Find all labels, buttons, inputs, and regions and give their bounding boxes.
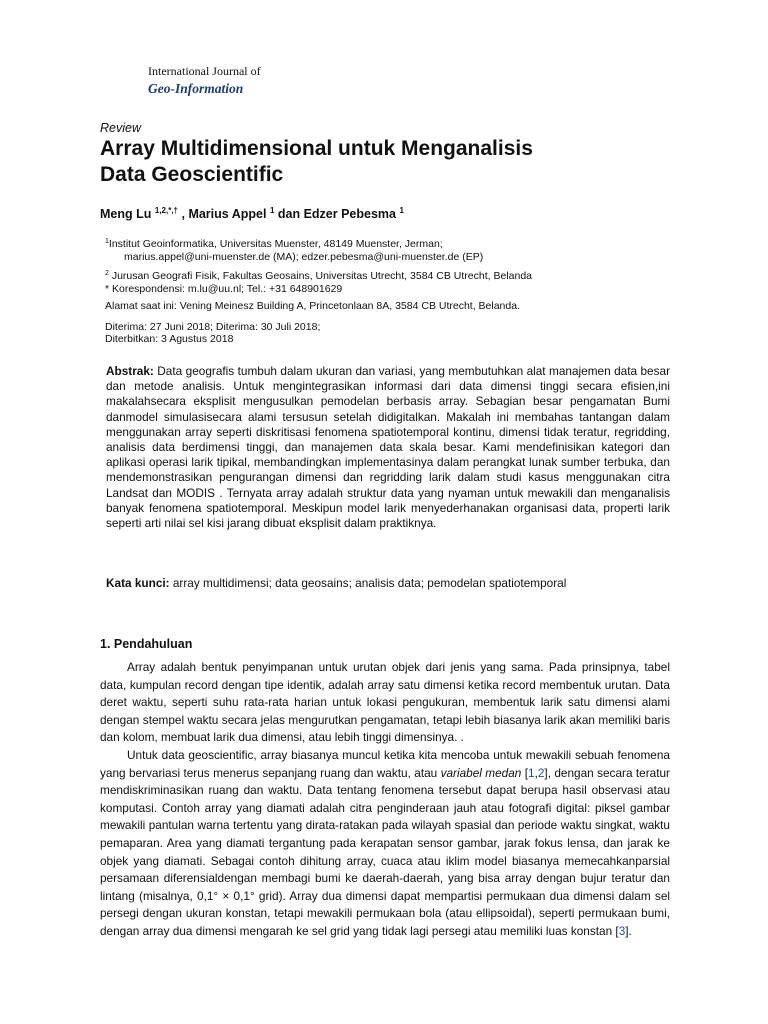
- author-separator-2: dan: [274, 207, 304, 221]
- paragraph-1: Array adalah bentuk penyimpanan untuk urutan objek dari jenis yang sama. Pada prinsipnya, tabel data, kumpulan record dengan tipe identik, adalah array satu dimensi ketika record membentuk urutan. Data deret waktu, seperti suhu rata-rata harian untuk lokasi pengukuran, membentuk larik satu dimensi alami dengan stempel waktu secara jelas mengurutkan pengamatan, tetapi lebih biasanya larik akan memiliki baris dan kolom, membuat larik dua dimensi, atau lebih tinggi dimensinya. .: [100, 660, 670, 745]
- journal-name-line2: Geo-Information: [148, 81, 244, 96]
- author-3: Edzer Pebesma: [303, 207, 396, 221]
- dates-received: Diterima: 27 Juni 2018; Diterima: 30 Juli 2018;: [105, 321, 321, 333]
- correspondence: * Korespondensi: m.lu@uu.nl; Tel.: +31 648901629: [105, 283, 343, 295]
- title-line-2: Data Geoscientific: [100, 163, 284, 186]
- paragraph-2-part-c: ,: [534, 765, 538, 780]
- section-heading-introduction: 1. Pendahuluan: [100, 637, 193, 651]
- author-list: [100, 206, 404, 221]
- author-3-affiliation-marks: 1: [399, 206, 404, 215]
- citation-link-3[interactable]: 3: [618, 923, 626, 938]
- affiliation-1-text: Institut Geoinformatika, Universitas Muenster, 48149 Muenster, Jerman;: [108, 238, 443, 250]
- affiliation-2-mark: 2: [105, 270, 109, 277]
- paragraph-2: [100, 747, 670, 941]
- paragraph-2-part-d: ], dengan secara teratur mendiskriminasikan ruang dan waktu. Data tentang fenomena tersebut dapat berupa hasil observasi atau komputasi. Contoh array yang diamati adalah citra penginderaan jauh atau fotografi digital: piksel gambar mewakili pantulan warna tertentu yang dirata-ratakan pada wilayah spasial dan periode waktu singkat, waktu pemaparan. Area yang diamati tergantung pada kerapatan sensor gambar, jarak fokus lensa, dan jarak ke objek yang diamati. Sebagai contoh dihitung array, cuaca atau iklim model biasanya memecahkanparsial persamaan diferensialdengan membagi bumi ke daerah-daerah, yang bisa array dengan bujur teratur dan lintang (misalnya, 0,1° × 0,1° grid). Array dua dimensi dapat mempartisi permukaan dua dimensi dalam sel persegi dengan ukuran konstan, tetapi mewakili permukaan bola (atau ellipsoidal), seperti permukaan bumi, dengan array dua dimensi mengarah ke sel grid yang tidak lagi persegi atau memiliki luas konstan [: [100, 765, 670, 938]
- dates-published: Diterbitkan: 3 Agustus 2018: [105, 333, 234, 345]
- citation-link-1[interactable]: 1: [528, 765, 535, 780]
- citation-link-2[interactable]: 2: [537, 765, 545, 780]
- journal-name-line1: International Journal of: [148, 64, 261, 78]
- abstract-label: Abstrak:: [106, 364, 154, 378]
- affiliation-2-text: Jurusan Geografi Fisik, Fakultas Geosains, Universitas Utrecht, 3584 CB Utrecht, Belanda: [108, 270, 533, 282]
- author-separator-1: ,: [178, 207, 189, 221]
- current-address: Alamat saat ini: Vening Meinesz Building A, Princetonlaan 8A, 3584 CB Utrecht, Belanda.: [105, 300, 520, 312]
- abstract: [106, 364, 670, 531]
- article-title: [100, 136, 660, 188]
- author-1-affiliation-marks: 1,2,*,†: [154, 206, 179, 215]
- body-text: [100, 659, 670, 941]
- italic-term: variabel medan: [440, 765, 522, 780]
- affiliation-1-mark: 1: [105, 238, 109, 245]
- keywords: [106, 576, 566, 590]
- keywords-label: Kata kunci:: [106, 576, 170, 590]
- journal-header: [148, 64, 261, 98]
- publication-dates: [105, 321, 320, 345]
- author-2: Marius Appel: [188, 207, 267, 221]
- affiliation-2: [105, 267, 532, 283]
- keywords-text: array multidimensi; data geosains; analisis data; pemodelan spatiotemporal: [169, 576, 567, 590]
- author-1: Meng Lu: [100, 207, 152, 221]
- affiliation-emails: marius.appel@uni-muenster.de (MA); edzer.pebesma@uni-muenster.de (EP): [124, 251, 484, 263]
- paragraph-2-part-a: Untuk data geoscientific, array biasanya muncul ketika kita mencoba untuk mewakili sebuah fenomena yang bervariasi terus menerus sepanjang ruang dan waktu, atau: [100, 747, 670, 780]
- paragraph-2-part-b: [: [521, 765, 529, 780]
- title-line-1: Array Multidimensional untuk Menganalisis: [100, 137, 533, 160]
- affiliation-1: [105, 235, 443, 251]
- paragraph-2-part-e: ].: [625, 923, 632, 938]
- article-type: Review: [100, 121, 141, 135]
- author-2-affiliation-marks: 1: [269, 206, 275, 215]
- abstract-text: Data geografis tumbuh dalam ukuran dan variasi, yang membutuhkan alat manajemen data besar dan metode analisis. Untuk mengintegrasikan informasi dari data dimensi tinggi secara efisien,ini makalahsecara eksplisit mengusulkan pemodelan berbasis array. Sebagian besar pengamatan Bumi danmodel simulasisecara alami tersusun setelah didigitalkan. Makalah ini membahas tantangan dalam menggunakan array seperti diskritisasi fenomena spatiotemporal kontinu, dimensi tidak teratur, regridding, analisis data berdimensi tinggi, dan manajemen data skala besar. Kami mendefinisikan kategori dan aplikasi operasi larik tipikal, membandingkan implementasinya dalam perangkat lunak sumber terbuka, dan mendemonstrasikan pengurangan dimensi dan regridding larik dalam studi kasus menggunakan citra Landsat dan MODIS . Ternyata array adalah struktur data yang nyaman untuk mewakili dan menganalisis banyak fenomena spatiotemporal. Meskipun model larik menyederhanakan organisasi data, properti larik seperti arti nilai sel kisi jarang dibuat eksplisit dalam praktiknya.: [106, 364, 670, 531]
